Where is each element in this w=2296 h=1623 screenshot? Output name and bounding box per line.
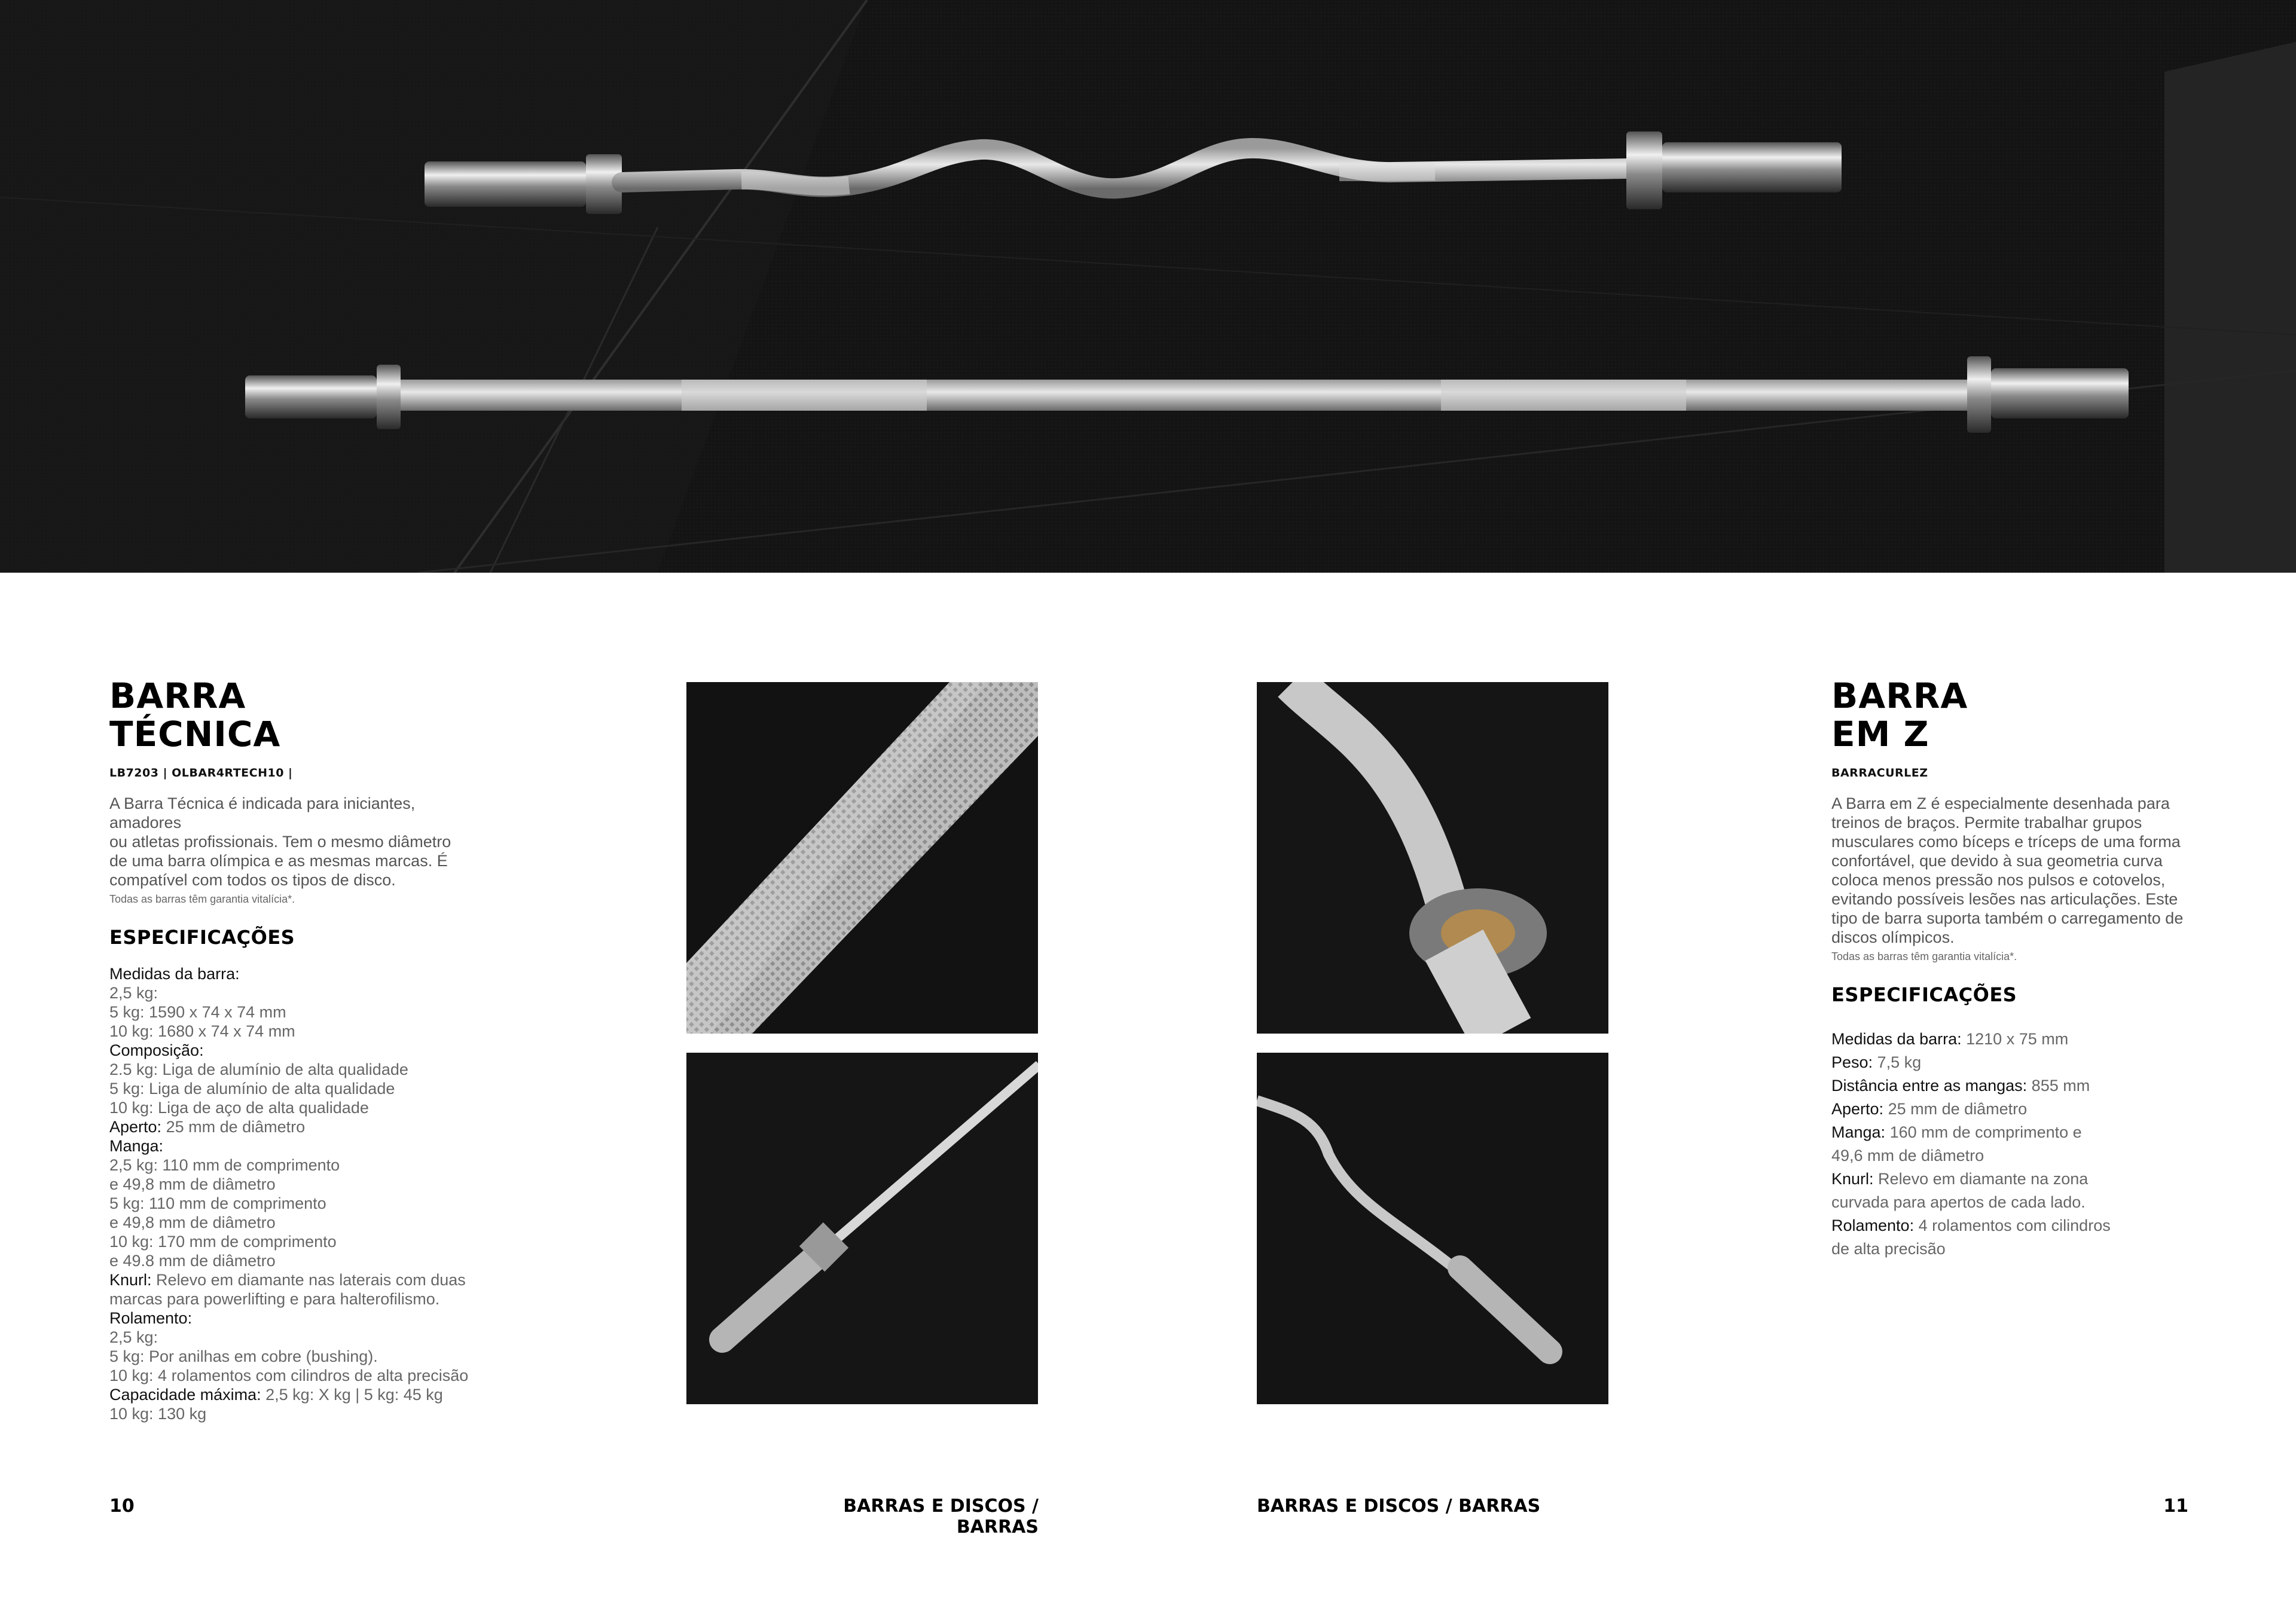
spec-value: 25 mm de diâmetro: [1883, 1100, 2028, 1118]
spec-line: e 49.8 mm de diâmetro: [109, 1252, 276, 1270]
product-description: [1831, 794, 2202, 947]
spec-line: 2,5 kg:: [109, 984, 158, 1002]
description-line: musculares como bíceps e tríceps de uma forma: [1831, 833, 2181, 851]
spec-label: Medidas da barra:: [109, 965, 240, 983]
spec-line: 49,6 mm de diâmetro: [1831, 1147, 1984, 1164]
title-line-2: TÉCNICA: [109, 714, 281, 754]
spec-item: [109, 964, 492, 1041]
description-line: discos olímpicos.: [1831, 928, 1955, 946]
spec-item: [1831, 1028, 2214, 1051]
spec-line: 5 kg: Por anilhas em cobre (bushing).: [109, 1347, 378, 1365]
spec-label: Rolamento:: [109, 1309, 193, 1327]
spec-label: Manga:: [1831, 1123, 1886, 1141]
spec-item: [1831, 1167, 2214, 1214]
spec-line: 10 kg: 1680 x 74 x 74 mm: [109, 1022, 295, 1040]
section-label-left: BARRAS E DISCOS / BARRAS: [843, 1496, 1039, 1538]
description-line: compatível com todos os tipos de disco.: [109, 871, 396, 889]
ez-bar-angle-photo: [1257, 1053, 1608, 1404]
spec-value: 1210 x 75 mm: [1961, 1030, 2069, 1048]
spec-label: Peso:: [1831, 1053, 1873, 1071]
title-line-1: BARRA: [1831, 676, 1968, 716]
description-line: ou atletas profissionais. Tem o mesmo diâmetro: [109, 833, 451, 851]
right-product-block: [1831, 677, 2214, 1261]
spec-value: 25 mm de diâmetro: [161, 1118, 306, 1136]
spec-line: e 49,8 mm de diâmetro: [109, 1214, 276, 1231]
spec-value: 855 mm: [2027, 1077, 2090, 1095]
spec-line: 10 kg: 170 mm de comprimento: [109, 1233, 337, 1251]
spec-value: 4 rolamentos com cilindros: [1914, 1217, 2111, 1234]
spec-item: [109, 1385, 492, 1423]
spec-label: Capacidade máxima:: [109, 1386, 261, 1404]
page-title-right: [1831, 677, 2214, 753]
spec-label: Aperto:: [109, 1118, 162, 1136]
warranty-note: Todas as barras têm garantia vitalícia*.: [1831, 950, 2017, 962]
spec-item: [1831, 1051, 2214, 1074]
description-line: A Barra Técnica é indicada para iniciantes, amadores: [109, 794, 416, 832]
page-number-left: 10: [109, 1496, 135, 1517]
specifications-heading: ESPECIFICAÇÕES: [1831, 983, 2017, 1006]
spec-line: e 49,8 mm de diâmetro: [109, 1175, 276, 1193]
spec-label: Composição:: [109, 1041, 204, 1059]
spec-line: 10 kg: Liga de aço de alta qualidade: [109, 1099, 369, 1117]
description-line: tipo de barra suporta também o carregamento de: [1831, 909, 2184, 927]
spec-label: Knurl:: [109, 1271, 152, 1289]
specifications-list: [109, 964, 492, 1423]
spec-label: Aperto:: [1831, 1100, 1884, 1118]
spec-line: marcas para powerlifting e para halterofilismo.: [109, 1290, 440, 1308]
spec-item: [109, 1117, 492, 1136]
section-label-right: BARRAS E DISCOS / BARRAS: [1257, 1496, 1541, 1517]
spec-item: [109, 1270, 492, 1309]
title-line-1: BARRA: [109, 676, 246, 716]
product-code: LB7203 | OLBAR4RTECH10 |: [109, 766, 293, 780]
spec-label: Rolamento:: [1831, 1217, 1915, 1234]
spec-line: 5 kg: 1590 x 74 x 74 mm: [109, 1003, 286, 1021]
spec-line: 2,5 kg:: [109, 1328, 158, 1346]
spec-item: [1831, 1098, 2214, 1121]
spec-value: 160 mm de comprimento e: [1885, 1123, 2082, 1141]
page-number-right: 11: [2163, 1496, 2188, 1517]
spec-value: 7,5 kg: [1873, 1053, 1922, 1071]
ez-bar-collar-photo: [1257, 682, 1608, 1034]
specifications-heading: ESPECIFICAÇÕES: [109, 926, 295, 949]
title-line-2: EM Z: [1831, 714, 1929, 754]
spec-line: 10 kg: 130 kg: [109, 1405, 207, 1423]
description-line: A Barra em Z é especialmente desenhada para: [1831, 794, 2170, 812]
spec-line: de alta precisão: [1831, 1240, 1946, 1258]
spec-value: Relevo em diamante na zona: [1873, 1170, 2089, 1188]
hero-photo: [0, 0, 2296, 573]
spec-item: [1831, 1214, 2214, 1261]
description-line: confortável, que devido à sua geometria curva: [1831, 852, 2163, 870]
spec-value: Relevo em diamante nas laterais com duas: [151, 1271, 466, 1289]
spec-label: Distância entre as mangas:: [1831, 1077, 2028, 1095]
specifications-list: [1831, 1028, 2214, 1261]
spec-line: 5 kg: 110 mm de comprimento: [109, 1194, 326, 1212]
spec-item: [1831, 1121, 2214, 1167]
product-code: BARRACURLEZ: [1831, 766, 1928, 780]
product-description: [109, 794, 474, 890]
spec-value: 2,5 kg: X kg | 5 kg: 45 kg: [261, 1386, 443, 1404]
spec-item: [109, 1309, 492, 1385]
spec-line: curvada para apertos de cada lado.: [1831, 1193, 2086, 1211]
description-line: treinos de braços. Permite trabalhar grupos: [1831, 814, 2142, 832]
spec-label: Knurl:: [1831, 1170, 1874, 1188]
spec-line: 5 kg: Liga de alumínio de alta qualidade: [109, 1080, 395, 1098]
warranty-note: Todas as barras têm garantia vitalícia*.: [109, 893, 295, 905]
spec-line: 2.5 kg: Liga de alumínio de alta qualidade: [109, 1060, 408, 1078]
spec-item: [1831, 1074, 2214, 1098]
left-product-block: [109, 677, 492, 1423]
spec-line: 10 kg: 4 rolamentos com cilindros de alta precisão: [109, 1367, 469, 1384]
page-title: [109, 677, 492, 753]
description-line: evitando possíveis lesões nas articulações. Este: [1831, 890, 2178, 908]
spec-label: Medidas da barra:: [1831, 1030, 1962, 1048]
description-line: coloca menos pressão nos pulsos e cotovelos,: [1831, 871, 2166, 889]
spec-label: Manga:: [109, 1137, 164, 1155]
spec-item: [109, 1041, 492, 1117]
spec-line: 2,5 kg: 110 mm de comprimento: [109, 1156, 340, 1174]
description-line: de uma barra olímpica e as mesmas marcas. É: [109, 852, 448, 870]
knurl-closeup-photo: [686, 682, 1038, 1034]
bar-sleeve-photo: [686, 1053, 1038, 1404]
spec-item: [109, 1136, 492, 1270]
